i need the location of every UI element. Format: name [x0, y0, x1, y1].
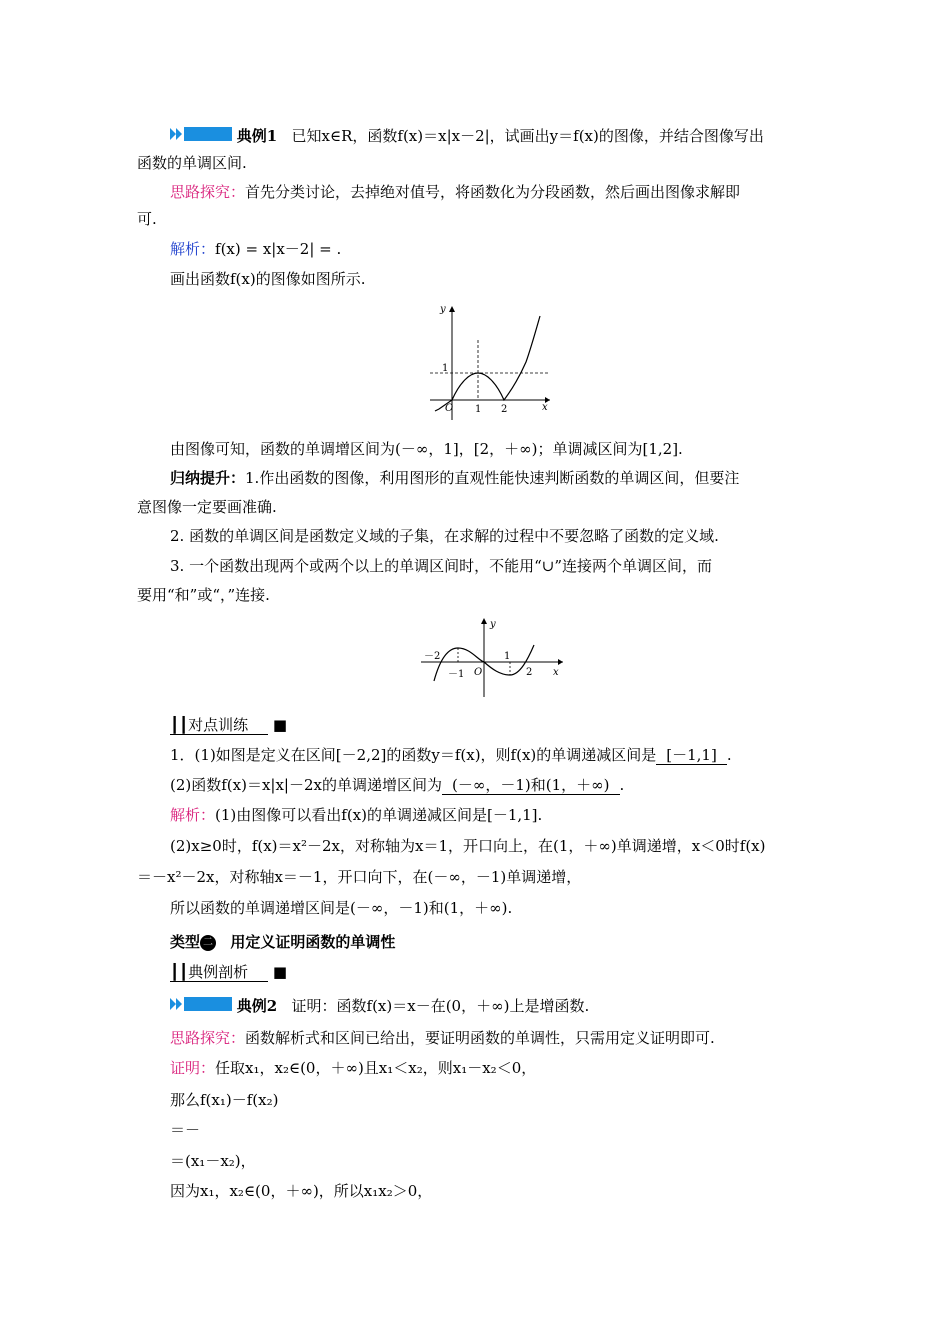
- conclusion-1: 由图像可知，函数的单调增区间为(－∞，1]，[2，＋∞)；单调减区间为[1,2].: [170, 440, 683, 458]
- proof: [170, 1057, 536, 1079]
- y-label: y: [440, 304, 446, 315]
- example-1-label: 典例1: [236, 127, 278, 145]
- graph-2: [418, 615, 568, 700]
- origin-label-2: O: [474, 667, 483, 678]
- analysis-title: 典例剖析: [188, 963, 249, 981]
- tick-m1: －1: [448, 669, 465, 680]
- curve-1: [435, 316, 540, 411]
- training-q2: (2)函数f(x)＝x|x|－2x的单调递增区间为 (－∞，－1)和(1，＋∞) .: [170, 776, 625, 794]
- example-1-header: [170, 125, 764, 149]
- solution-label: 解析：: [170, 240, 216, 258]
- proof-line-1: 任取x₁，x₂∈(0，＋∞)且x₁＜x₂，则x₁－x₂＜0，: [215, 1059, 537, 1077]
- summary-line-3: 2. 函数的单调区间是函数定义域的子集，在求解的过程中不要忽略了函数的定义域.: [170, 527, 719, 545]
- summary-label: 归纳提升：: [170, 469, 246, 487]
- hint-text: 首先分类讨论，去掉绝对值号，将函数化为分段函数，然后画出图像求解即: [245, 183, 741, 201]
- example-2-header: [170, 995, 589, 1019]
- type-title: 用定义证明函数的单调性: [230, 933, 396, 951]
- training-solution-3: ＝－x²－2x，对称轴x＝－1，开口向下，在(－∞，－1)单调递增，: [137, 868, 582, 886]
- square-icon-2: ■: [272, 963, 288, 981]
- example-badge-icon: [170, 125, 232, 149]
- square-icon: ■: [272, 716, 288, 734]
- proof-line-4: ＝(x₁－x₂)，: [170, 1152, 256, 1170]
- q2-text: (2)函数f(x)＝x|x|－2x的单调递增区间为: [170, 776, 442, 794]
- summary: [170, 467, 739, 489]
- example-badge-icon-2: [170, 995, 232, 1019]
- training-q1: 1．(1)如图是定义在区间[－2,2]的函数y＝f(x)，则f(x)的单调递减区间是 [－1,1] .: [170, 746, 732, 764]
- proof-line-2: 那么f(x₁)－f(x₂): [170, 1091, 279, 1109]
- summary-line-1: 1.作出函数的图像，利用图形的直观性能快速判断函数的单调区间，但要注: [245, 469, 740, 487]
- example-1-text: 已知x∈R，函数f(x)＝x|x－2|，试画出y＝f(x)的图像，并结合图像写出: [291, 127, 764, 145]
- analysis-header: ┃┃典例剖析 ■: [170, 963, 288, 981]
- solution-formula: f(x) = x|x－2| = .: [215, 240, 342, 258]
- training-title: 对点训练: [188, 716, 249, 734]
- hint-2-label: 思路探究：: [170, 1029, 246, 1047]
- solution-1-draw: 画出函数f(x)的图像如图所示.: [170, 270, 366, 288]
- q1-text: 1．(1)如图是定义在区间[－2,2]的函数y＝f(x)，则f(x)的单调递减区间是: [170, 746, 657, 764]
- training-solution-2: (2)x≥0时，f(x)＝x²－2x，对称轴为x＝1，开口向上，在(1，＋∞)单调递增，x＜0时f(x): [170, 837, 766, 855]
- training-solution-1: (1)由图像可以看出f(x)的单调递减区间是[－1,1].: [215, 806, 543, 824]
- summary-line-4: 3. 一个函数出现两个或两个以上的单调区间时，不能用“∪”连接两个单调区间，而: [170, 557, 712, 575]
- hint-label: 思路探究：: [170, 183, 246, 201]
- solution-1: [170, 238, 341, 260]
- hint-2-text: 函数解析式和区间已给出，要证明函数的单调性，只需用定义证明即可.: [245, 1029, 715, 1047]
- y-label-2: y: [490, 619, 496, 630]
- type-number-icon: 二: [200, 935, 216, 951]
- x-label-2: x: [553, 667, 559, 678]
- proof-line-5: 因为x₁，x₂∈(0，＋∞)，所以x₁x₂＞0，: [170, 1182, 433, 1200]
- proof-line-3: ＝－: [170, 1121, 201, 1139]
- tick-y1: 1: [442, 363, 449, 374]
- summary-line-2: 意图像一定要画准确.: [137, 498, 277, 516]
- training-solution-4: 所以函数的单调递增区间是(－∞，－1)和(1，＋∞).: [170, 899, 513, 917]
- tick-x2: 2: [501, 404, 508, 415]
- hint-1: [170, 181, 740, 203]
- training-solution-label: 解析：: [170, 806, 216, 824]
- proof-label: 证明：: [170, 1059, 216, 1077]
- q1-answer: [－1,1]: [656, 746, 727, 765]
- training-header: ┃┃对点训练 ■: [170, 716, 288, 734]
- origin-label: O: [445, 403, 454, 414]
- training-solution: [170, 804, 542, 826]
- type-label: 类型: [170, 933, 201, 951]
- example-2-text: 证明：函数f(x)＝x－在(0，＋∞)上是增函数.: [291, 997, 590, 1015]
- q2-answer: (－∞，－1)和(1，＋∞): [442, 776, 620, 795]
- tick-2: 2: [526, 667, 533, 678]
- example-2-label: 典例2: [236, 997, 278, 1015]
- summary-line-5: 要用“和”或“，”连接.: [137, 586, 270, 604]
- tick-1: 1: [504, 651, 511, 662]
- type-2-header: [170, 931, 395, 953]
- hint-2: [170, 1027, 715, 1049]
- tick-x1: 1: [475, 404, 482, 415]
- graph-1: [425, 300, 555, 425]
- hint-1-cont: 可.: [137, 210, 157, 228]
- example-1-text-cont: 函数的单调区间.: [137, 154, 247, 172]
- tick-m2: －2: [424, 651, 441, 662]
- x-label: x: [542, 402, 548, 413]
